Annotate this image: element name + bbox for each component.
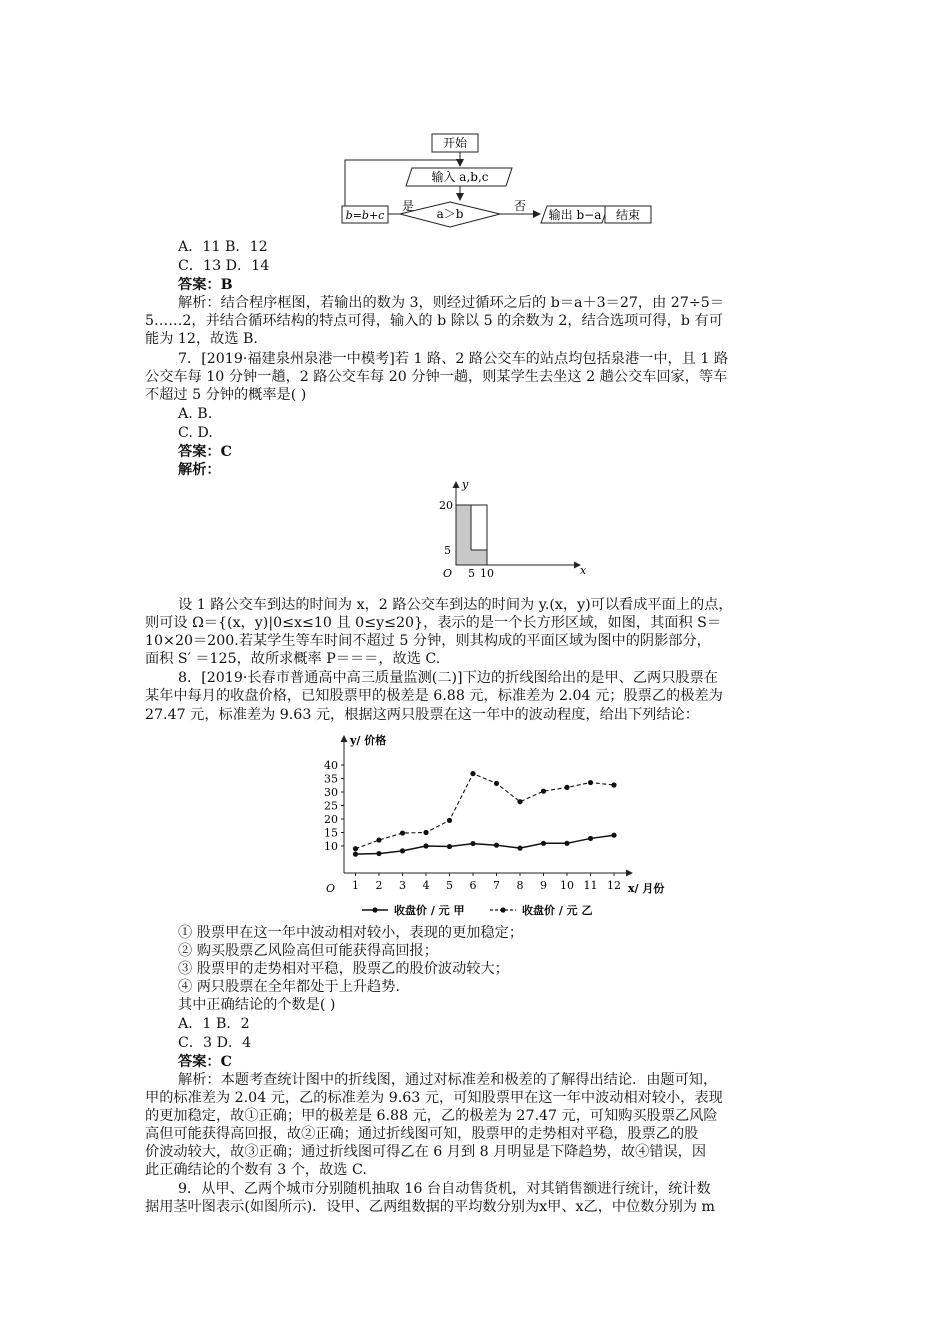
series-yi-point <box>470 771 475 776</box>
q8-conclusion: ② 购买股票乙风险高但可能获得高回报； <box>178 943 438 959</box>
region-x-tick: 10 <box>480 567 494 580</box>
series-yi-point <box>517 799 522 804</box>
q7-answer: 答案：C <box>178 444 232 460</box>
q6-option-a: A．11 B．12 <box>178 239 268 255</box>
series-yi-point <box>541 789 546 794</box>
series-yi-point <box>494 781 499 786</box>
q9-stem-line: 9．从甲、乙两个城市分别随机抽取 16 台自动售货机，对其销售额进行统计，统计数 <box>178 1181 711 1197</box>
series-jia-point <box>494 843 499 848</box>
q9-stem-line: 据用茎叶图表示(如图所示)．设甲、乙两组数据的平均数分别为x甲、x乙，中位数分别为 m <box>145 1199 715 1215</box>
stock-line-chart <box>310 730 665 922</box>
chart-x-label: x/ 月份 <box>628 882 665 895</box>
q8-sol-line: 高但可能获得高回报，故②正确；通过折线图可知，股票甲的走势相对平稳，股票乙的股 <box>145 1126 699 1142</box>
x-tick-label: 9 <box>540 879 547 892</box>
chart-origin: O <box>326 882 336 895</box>
q8-conclusion: ④ 两只股票在全年都处于上升趋势. <box>178 979 400 995</box>
x-tick-label: 1 <box>352 879 359 892</box>
series-yi-line <box>356 774 615 849</box>
q8-question: 其中正确结论的个数是( ) <box>178 997 336 1013</box>
series-jia-point <box>400 848 405 853</box>
region-y-tick: 5 <box>444 544 451 557</box>
x-tick-label: 8 <box>516 879 524 892</box>
input-label: 输入 a,b,c <box>431 170 489 184</box>
q7-stem-line: 不超过 5 分钟的概率是( ) <box>145 387 307 403</box>
q6-sol-line: 5……2，并结合循环结构的特点可得，输入的 b 除以 5 的余数为 2，结合选项可得，b 有可 <box>145 313 723 329</box>
y-tick-label: 25 <box>324 799 338 813</box>
series-yi-point <box>353 846 358 851</box>
q8-sol-line: 解析：本题考查统计图中的折线图，通过对标准差和极差的了解得出结论．由题可知， <box>178 1072 718 1088</box>
q8-stem-line: 8．[2019·长春市普通高中高三质量监测(二)]下边的折线图给出的是甲、乙两只股票在 <box>178 670 718 686</box>
y-tick-label: 40 <box>324 759 338 772</box>
q8-sol-line: 价波动较大，故③正确；通过折线图可得乙在 6 月到 8 月明显是下降趋势，故④错误，因 <box>145 1144 707 1160</box>
yes-label: 是 <box>401 199 415 213</box>
x-tick-label: 2 <box>375 879 383 892</box>
region-y-label: y <box>462 478 469 491</box>
y-tick-label: 30 <box>324 786 338 799</box>
q8-stem-line: 27.47 元，标准差为 9.63 元，根据这两只股票在这一年中的波动程度，给出下列结论： <box>145 707 699 723</box>
series-yi-point <box>376 837 381 842</box>
q8-sol-line: 的更加稳定，故①正确；甲的极差是 6.88 元，乙的极差为 27.47 元，可知购买股票乙风险 <box>145 1108 718 1124</box>
flowchart <box>340 130 660 230</box>
region-y-tick: 20 <box>439 499 453 512</box>
series-jia-point <box>423 843 428 848</box>
series-jia-point <box>517 846 522 851</box>
series-jia-point <box>447 844 452 849</box>
x-tick-label: 4 <box>422 879 430 892</box>
q7-sol-line: 设 1 路公交车到达的时间为 x，2 路公交车到达的时间为 y.(x，y)可以看成平面上的点， <box>178 597 733 613</box>
end-label: 结束 <box>615 208 641 222</box>
q7-sol-line: 则可设 Ω＝{(x，y)|0≤x≤10 且 0≤y≤20}，表示的是一个长方形区域，如图，其面积 S＝ <box>145 615 722 631</box>
q8-stem-line: 某年中每月的收盘价格，已知股票甲的极差是 6.88 元，标准差为 2.04 元；股票乙的极差为 <box>145 688 723 704</box>
y-tick-label: 35 <box>324 772 338 786</box>
x-tick-label: 6 <box>469 879 477 892</box>
series-jia-point <box>611 833 616 838</box>
q7-option-c: C. D. <box>178 425 213 441</box>
legend-dot-yi <box>500 907 505 912</box>
x-tick-label: 3 <box>399 879 406 892</box>
q7-sol-label: 解析： <box>178 462 221 478</box>
series-yi-point <box>611 782 616 787</box>
region-origin: O <box>443 567 453 580</box>
q8-conclusion: ③ 股票甲的走势相对平稳，股票乙的股价波动较大； <box>178 961 509 977</box>
q6-sol-line: 解析：结合程序框图，若输出的数为 3，则经过循环之后的 b＝a＋3＝27，由 27÷5＝ <box>178 295 724 311</box>
y-tick-label: 15 <box>324 826 338 840</box>
series-yi-point <box>588 780 593 785</box>
q7-sol-line: 10×20＝200.若某学生等车时间不超过 5 分钟，则其构成的平面区域为图中的阴影部分， <box>145 633 711 649</box>
legend-jia: 收盘价 / 元 甲 <box>394 904 465 917</box>
q8-conclusion: ① 股票甲在这一年中波动相对较小，表现的更加稳定； <box>178 925 524 941</box>
update-label: b=b+c <box>345 209 385 222</box>
y-tick-label: 10 <box>324 840 338 853</box>
region-x-label: x <box>580 564 587 577</box>
q8-sol-line: 此正确结论的个数有 3 个，故选 C. <box>145 1162 367 1178</box>
q7-stem-line: 7．[2019·福建泉州泉港一中模考]若 1 路、2 路公交车的站点均包括泉港一中，且 1 路 <box>178 351 729 367</box>
series-jia-point <box>470 841 475 846</box>
start-label: 开始 <box>442 136 468 150</box>
legend-yi: 收盘价 / 元 乙 <box>522 904 593 917</box>
series-jia-point <box>541 841 546 846</box>
legend-dot-jia <box>372 907 377 912</box>
q6-answer: 答案：B <box>178 277 233 293</box>
output-label: 输出 b−a <box>548 208 602 222</box>
x-tick-label: 7 <box>493 879 500 892</box>
chart-y-label: y/ 价格 <box>350 734 387 747</box>
q6-option-c: C．13 D．14 <box>178 258 270 274</box>
series-jia-point <box>588 836 593 841</box>
q7-option-a: A. B. <box>178 406 213 422</box>
series-yi-point <box>400 830 405 835</box>
q6-sol-line: 能为 12，故选 B. <box>145 331 258 347</box>
series-yi-point <box>564 785 569 790</box>
condition-label: a＞b <box>436 207 464 221</box>
q8-option-c: C．3 D．4 <box>178 1035 252 1051</box>
series-jia-point <box>353 852 358 857</box>
x-tick-label: 5 <box>446 879 453 892</box>
series-yi-point <box>447 818 452 823</box>
region-chart <box>430 478 590 586</box>
q7-stem-line: 公交车每 10 分钟一趟，2 路公交车每 20 分钟一趟，则某学生去坐这 2 趟公交车回家，等车 <box>145 369 728 385</box>
series-jia-point <box>564 841 569 846</box>
region-x-tick: 5 <box>468 567 475 580</box>
x-tick-label: 11 <box>583 879 598 892</box>
x-tick-label: 10 <box>560 879 574 892</box>
no-label: 否 <box>513 199 527 213</box>
y-tick-label: 20 <box>324 813 338 826</box>
q8-sol-line: 甲的标准差为 2.04 元，乙的标准差为 9.63 元，可知股票甲在这一年中波动相对较小，表现 <box>145 1090 723 1106</box>
series-jia-line <box>356 835 615 854</box>
q8-answer: 答案：C <box>178 1054 232 1070</box>
q8-option-a: A．1 B．2 <box>178 1016 250 1032</box>
x-tick-label: 12 <box>607 879 621 892</box>
q7-sol-line: 面积 S′ ＝125，故所求概率 P＝＝＝，故选 C. <box>145 651 441 667</box>
series-yi-point <box>423 830 428 835</box>
series-jia-point <box>376 851 381 856</box>
